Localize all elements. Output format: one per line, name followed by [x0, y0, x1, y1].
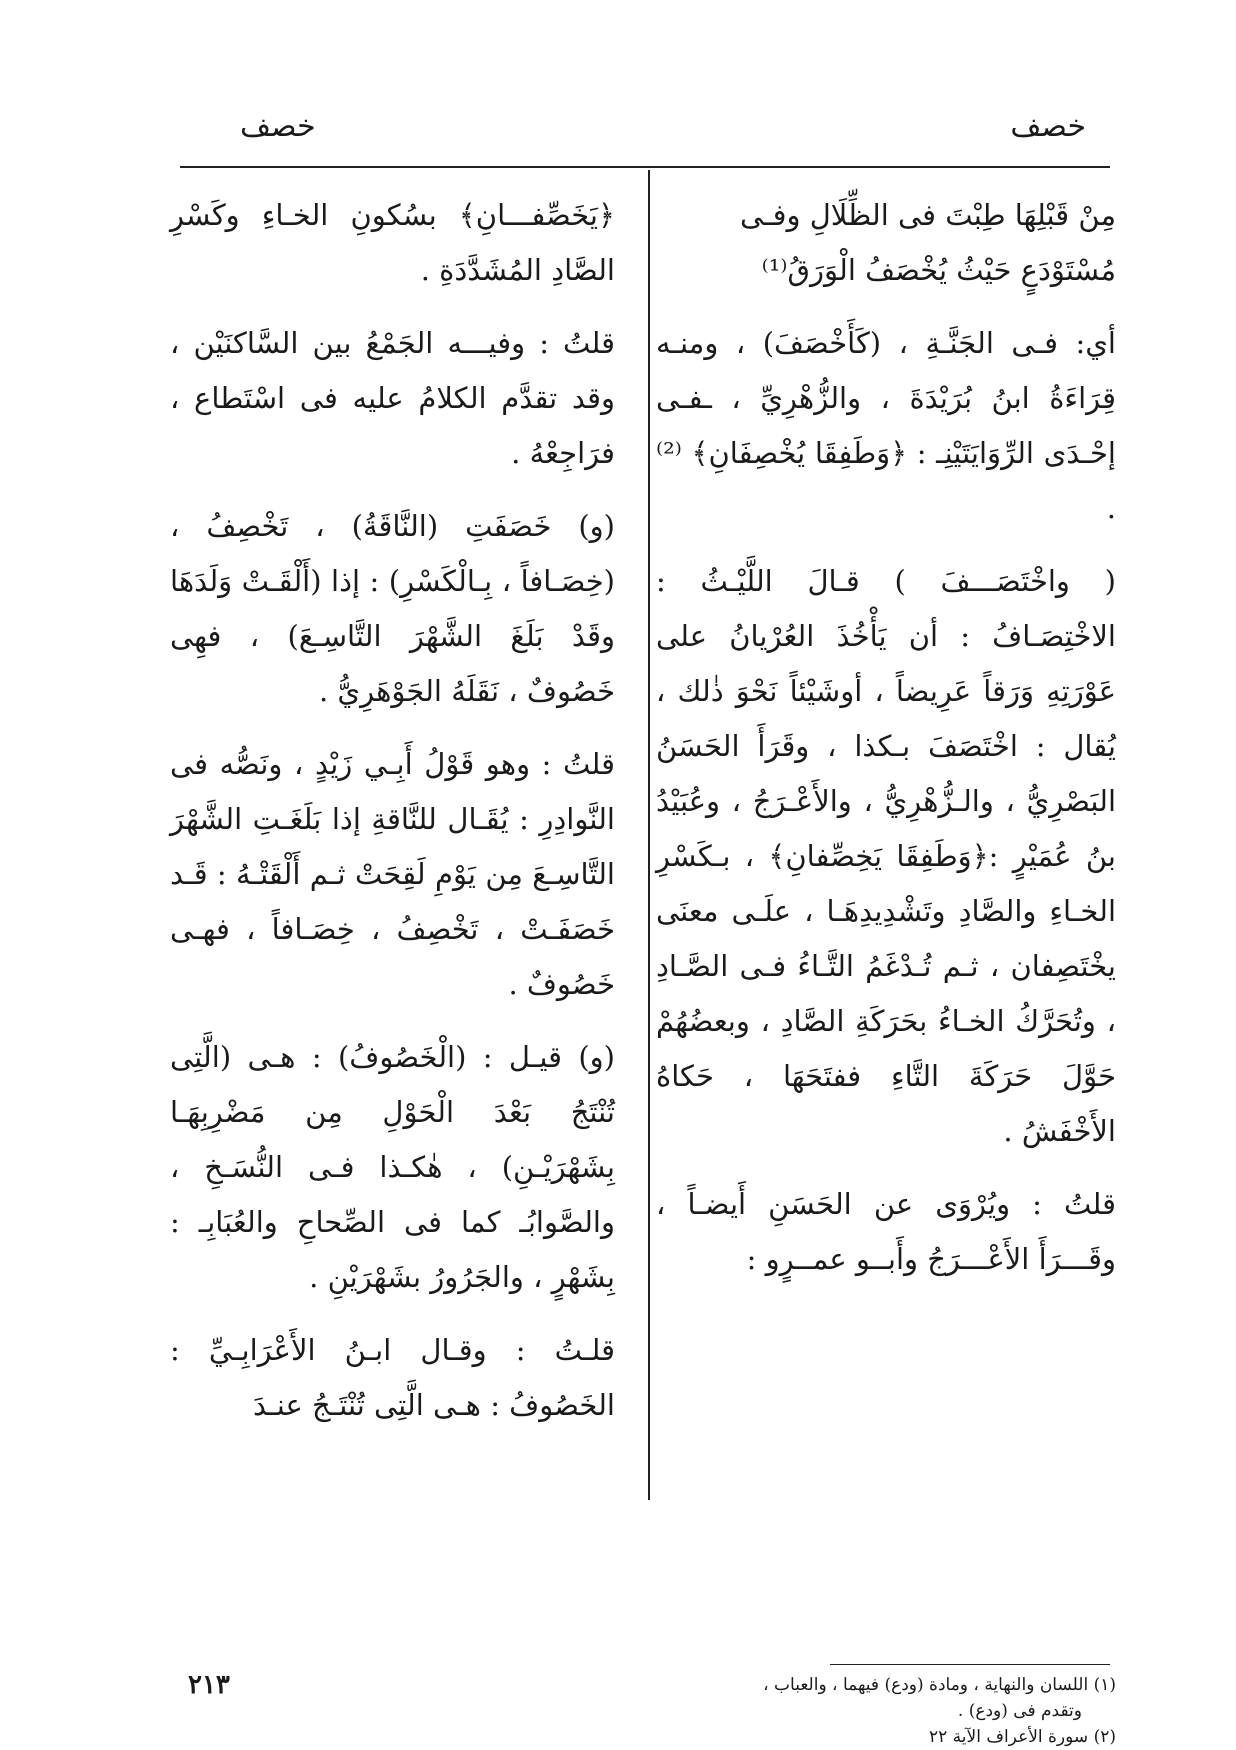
footnote: (٢) سورة الأعراف الآية ٢٢ [929, 1727, 1116, 1747]
footnote-rule [830, 1664, 1110, 1665]
paragraph: ﴿يَخَصِّفـــانِ﴾ بسُكونِ الخـاءِ وكَسْرِ الصَّادِ المُشَدَّدَةِ . [170, 198, 615, 287]
running-header-right: خصف [1010, 109, 1086, 144]
paragraph: (و) خَصَفَتِ (النَّاقَةُ) ، تَخْصِفُ ، (خِصَـافاً ، بِـالْكَسْرِ) : إذا (أَلْقَـتْ وَلَدَهَا وقَدْ بَلَغَ الشَّهْرَ التَّاسِـعَ) ، فهِى خَصُوفٌ ، نَقَلَهُ الجَوْهَرِيُّ . [170, 509, 615, 708]
running-header-left: خصف [240, 109, 316, 144]
paragraph: ( واخْتَصَـــفَ ) قـالَ اللَّيْـثُ : الاخْتِصَـافُ : أن يَأْخُذَ العُرْيانُ على عَوْرَتِهِ وَرَقاً عَرِيضاً ، أوشَيْئاً نَحْوَ ذٰلك ، يُقال : اخْتَصَفَ بـكذا ، وقَرَأَ الحَسَنُ البَصْرِيُّ ، والـزُّهْرِيُّ ، والأَعْـرَجُ ، وعُبَيْدُ بنُ عُمَيْرٍ :﴿وَطَفِقَا يَخِصِّفانِ﴾ ، بـكَسْرِ الخـاءِ والصَّادِ وتَشْدِيدِهَـا ، علَـى معنَى يخْتَصِفان ، ثـم تُـدْغَمُ التَّـاءُ فـى الصَّـادِ ، وتُحَرَّكُ الخـاءُ بحَرَكَةِ الصَّادِ ، وبعضُهُمْ حَوَّلَ حَرَكَةَ التَّاءِ ففتَحَهَا ، حَكاهُ الأَخْفَشُ . [656, 564, 1116, 1148]
paragraph: قلتُ : وهو قَوْلُ أَبِـي زَيْدٍ ، ونَصُّه فى النَّوادِرِ : يُقَـال للنَّاقةِ إذا بَلَغَـتِ الشَّهْرَ التَّاسِـعَ مِن يَوْمِ لَقِحَتْ ثـم أَلْقَتْـهُ : قَـد خَصَفَـتْ ، تَخْصِفُ ، خِصَـافاً ، فهـى خَصُوفٌ . [170, 747, 615, 1001]
verse-line: مِنْ قَبْلِهَا طِبْتَ فى الظِّلَالِ وفـى [739, 198, 1116, 232]
verse-block [656, 188, 1116, 298]
paragraph: قلـتُ : وقـال ابـنُ الأَعْرَابِـيِّ : الخَصُوفُ : هـى الَّتِى تُنْتَـجُ عنـدَ [170, 1333, 615, 1422]
right-column [656, 188, 1116, 1305]
paragraph: قلتُ : ويُرْوَى عن الحَسَنِ أَيضـاً ، وقَـــرَأَ الأَعْـــرَجُ وأَبــو عمــرٍو : [656, 1187, 1116, 1276]
footnotes [646, 1672, 1116, 1750]
footnote: (١) اللسان والنهاية ، ومادة (ودع) فيهما ، والعباب ، [763, 1675, 1116, 1695]
verse-line: مُسْتَوْدَعٍ حَيْثُ يُخْصَفُ الْوَرَقُ⁽¹⁾ [761, 253, 1116, 287]
header-rule [180, 166, 1110, 168]
paragraph: قلتُ : وفيـــه الجَمْعُ بين السَّاكنَيْن ، وقد تقدَّم الكلامُ عليه فى اسْتَطاع ، فرَاجِعْهُ . [170, 326, 615, 470]
page-number: ٢١٣ [188, 1670, 230, 1700]
paragraph: (و) قيـل : (الْخَصُوفُ) : هـى (الَّتِى تُنْتَجُ بَعْدَ الْحَوْلِ مِن مَضْرِبِهَـا بِشَهْرَيْـنِ) ، هٰكـذا فـى النُّسَـخِ ، والصَّوابُـ كما فى الصِّحاحِ والعُبَابِـ : بِشَهْرٍ ، والجَرُورُ بشَهْرَيْنِ . [170, 1040, 615, 1294]
left-column [170, 188, 615, 1451]
column-divider [648, 170, 650, 1500]
footnote-continuation: وتقدم فى (ودع) . [957, 1701, 1082, 1721]
paragraph: أي: فـى الجَنَّـةِ ، (كَأَخْصَفَ) ، ومنـه قِرَاءَةُ ابنُ بُرَيْدَةَ ، والزُّهْرِيِّ ، ـفـى إحْـدَى الرِّوَايَتَيْنِـ : ﴿وَطَفِقَا يُخْصِفَانِ﴾ ⁽²⁾ . [656, 326, 1116, 525]
